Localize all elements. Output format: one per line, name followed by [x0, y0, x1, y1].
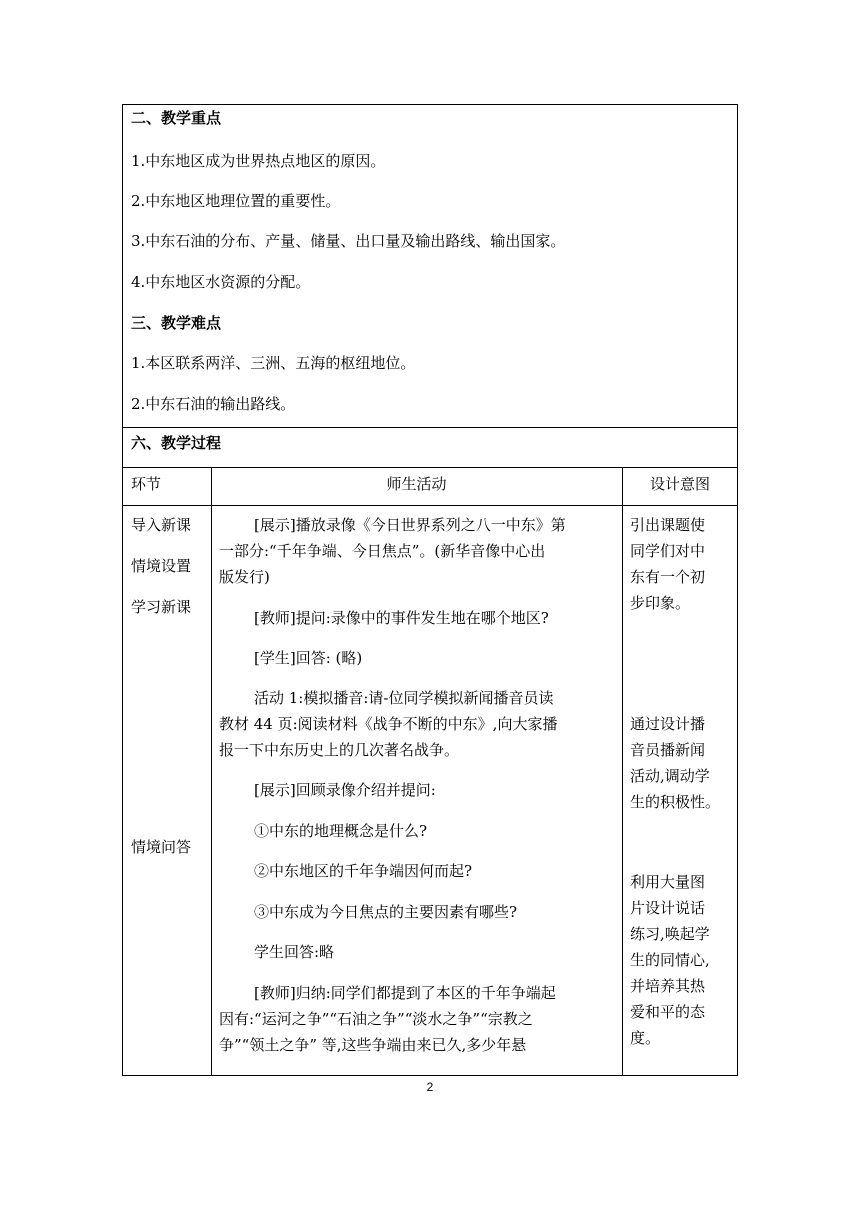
- activity-line: [学生]回答: (略): [254, 649, 363, 667]
- column-header-activities: 师生活动: [386, 475, 447, 493]
- activity-line: 学生回答:略: [254, 943, 335, 961]
- stage-label: 情境设置: [131, 557, 192, 575]
- section-heading-difficulties: 三、教学难点: [131, 314, 222, 332]
- activity-line: 版发行): [219, 568, 270, 586]
- intent-line: 片设计说话: [630, 899, 706, 917]
- activity-line: 活动 1:模拟播音:请-位同学模拟新闻播音员读: [254, 689, 554, 707]
- activity-line: 教材 44 页:阅读材料《战争不断的中东》,向大家播: [219, 715, 558, 733]
- column-header-stage: 环节: [131, 475, 162, 493]
- stage-label: 情境问答: [131, 838, 192, 856]
- activity-line: ①中东的地理概念是什么?: [254, 822, 428, 840]
- intent-line: 东有一个初: [630, 568, 706, 586]
- intent-line: 练习,唤起学: [630, 925, 710, 943]
- key-point-item: 1.中东地区成为世界热点地区的原因。: [131, 152, 386, 170]
- row-divider: [123, 467, 737, 468]
- activity-line: 一部分:“千年争端、今日焦点”。(新华音像中心出: [219, 542, 546, 560]
- activity-line: 报一下中东历史上的几次著名战争。: [219, 741, 460, 759]
- intent-line: 生的积极性。: [630, 793, 721, 811]
- key-point-item: 3.中东石油的分布、产量、储量、出口量及输出路线、输出国家。: [131, 232, 566, 250]
- difficulty-item: 2.中东石油的输出路线。: [131, 395, 296, 413]
- activity-line: 因有:“运河之争”“石油之争”“淡水之争”“宗教之: [219, 1010, 533, 1028]
- intent-line: 同学们对中: [630, 542, 706, 560]
- intent-line: 步印象。: [630, 594, 691, 612]
- page-number: 2: [426, 1080, 434, 1094]
- intent-line: 爱和平的态: [630, 1003, 706, 1021]
- column-divider: [211, 467, 212, 1075]
- intent-line: 音员播新闻: [630, 741, 706, 759]
- activity-line: [教师]归纳:同学们都提到了本区的千年争端起: [254, 984, 556, 1002]
- stage-label: 学习新课: [131, 598, 192, 616]
- activity-line: 争”“领土之争” 等,这些争端由来已久,多少年悬: [219, 1036, 527, 1054]
- column-divider: [622, 467, 623, 1075]
- key-point-item: 2.中东地区地理位置的重要性。: [131, 192, 341, 210]
- activity-line: ③中东成为今日焦点的主要因素有哪些?: [254, 903, 518, 921]
- section-heading-key-points: 二、教学重点: [131, 109, 222, 127]
- activity-line: ②中东地区的千年争端因何而起?: [254, 862, 473, 880]
- activity-line: [教师]提问:录像中的事件发生地在哪个地区?: [254, 609, 549, 627]
- intent-line: 利用大量图: [630, 873, 706, 891]
- intent-line: 活动,调动学: [630, 767, 710, 785]
- intent-line: 生的同情心,: [630, 951, 710, 969]
- column-header-intent: 设计意图: [649, 475, 710, 493]
- activity-line: [展示]播放录像《今日世界系列之八一中东》第: [254, 516, 566, 534]
- intent-line: 通过设计播: [630, 715, 706, 733]
- intent-line: 度。: [630, 1029, 661, 1047]
- key-point-item: 4.中东地区水资源的分配。: [131, 273, 311, 291]
- intent-line: 引出课题使: [630, 516, 706, 534]
- stage-label: 导入新课: [131, 516, 192, 534]
- row-divider: [123, 427, 737, 428]
- section-heading-process: 六、教学过程: [131, 434, 222, 452]
- row-divider: [123, 505, 737, 506]
- difficulty-item: 1.本区联系两洋、三洲、五海的枢纽地位。: [131, 354, 416, 372]
- activity-line: [展示]回顾录像介绍并提问:: [254, 781, 436, 799]
- intent-line: 并培养其热: [630, 977, 706, 995]
